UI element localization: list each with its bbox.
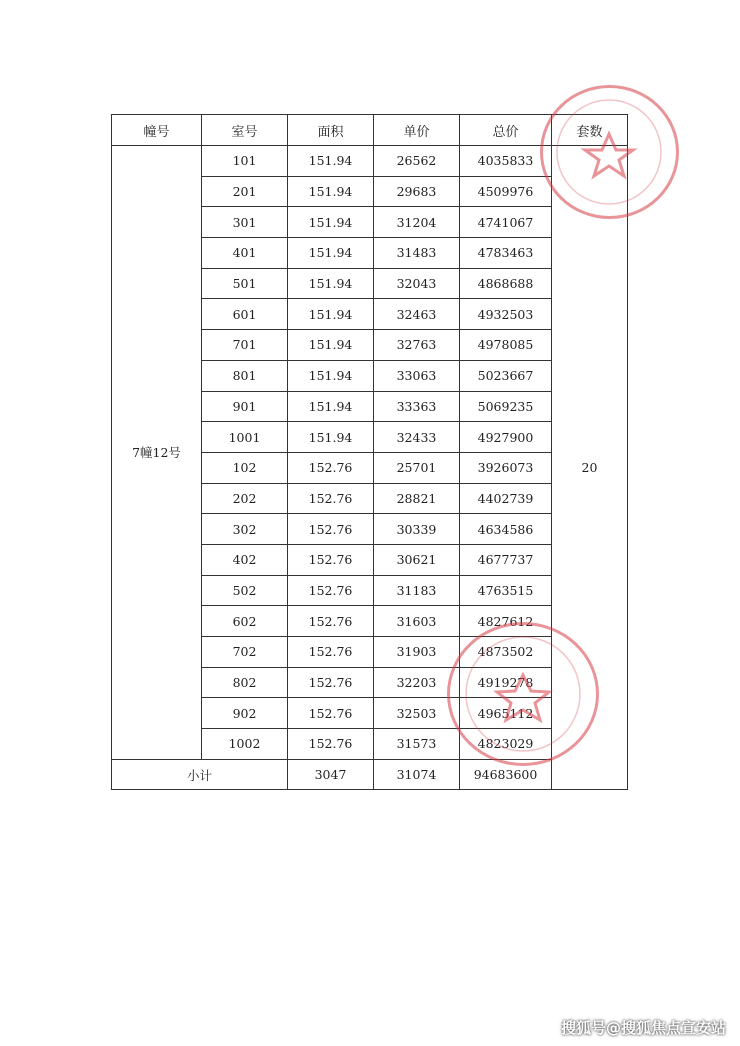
area-cell: 151.94 (288, 391, 374, 422)
unit-price-cell: 31903 (374, 637, 460, 668)
subtotal-total: 94683600 (460, 759, 552, 790)
total-price-cell: 4035833 (460, 146, 552, 177)
room-cell: 102 (202, 452, 288, 483)
area-cell: 152.76 (288, 452, 374, 483)
unit-price-cell: 32503 (374, 698, 460, 729)
total-price-cell: 4868688 (460, 268, 552, 299)
unit-price-cell: 31183 (374, 575, 460, 606)
unit-price-cell: 33363 (374, 391, 460, 422)
unit-price-cell: 31603 (374, 606, 460, 637)
unit-price-cell: 32203 (374, 667, 460, 698)
unit-price-cell: 30339 (374, 514, 460, 545)
room-cell: 1001 (202, 422, 288, 453)
total-price-cell: 4509976 (460, 176, 552, 207)
unit-price-cell: 32463 (374, 299, 460, 330)
area-cell: 152.76 (288, 606, 374, 637)
unit-price-cell: 26562 (374, 146, 460, 177)
total-price-cell: 4741067 (460, 207, 552, 238)
watermark: 搜狐号@搜狐焦点宣安站 (560, 1019, 726, 1037)
area-cell: 152.76 (288, 544, 374, 575)
area-cell: 152.76 (288, 637, 374, 668)
room-cell: 601 (202, 299, 288, 330)
header-row (112, 115, 628, 146)
total-price-cell: 5069235 (460, 391, 552, 422)
total-price-cell: 3926073 (460, 452, 552, 483)
area-cell: 151.94 (288, 299, 374, 330)
total-price-cell: 4823029 (460, 729, 552, 760)
area-cell: 152.76 (288, 667, 374, 698)
unit-price-cell: 31204 (374, 207, 460, 238)
total-price-cell: 4873502 (460, 637, 552, 668)
area-cell: 151.94 (288, 146, 374, 177)
area-cell: 151.94 (288, 238, 374, 269)
header-count: 套数 (552, 115, 628, 146)
unit-price-cell: 32763 (374, 330, 460, 361)
unit-price-cell: 32043 (374, 268, 460, 299)
room-cell: 302 (202, 514, 288, 545)
room-cell: 802 (202, 667, 288, 698)
building-cell: 7幢12号 (112, 146, 202, 760)
area-cell: 152.76 (288, 698, 374, 729)
header-unit-price: 单价 (374, 115, 460, 146)
table-row (112, 146, 628, 177)
room-cell: 402 (202, 544, 288, 575)
subtotal-unit-price: 31074 (374, 759, 460, 790)
room-cell: 401 (202, 238, 288, 269)
area-cell: 152.76 (288, 729, 374, 760)
total-price-cell: 4927900 (460, 422, 552, 453)
area-cell: 151.94 (288, 422, 374, 453)
unit-price-cell: 30621 (374, 544, 460, 575)
room-cell: 901 (202, 391, 288, 422)
unit-price-cell: 32433 (374, 422, 460, 453)
area-cell: 151.94 (288, 330, 374, 361)
total-price-cell: 4965112 (460, 698, 552, 729)
room-cell: 602 (202, 606, 288, 637)
room-cell: 501 (202, 268, 288, 299)
room-cell: 202 (202, 483, 288, 514)
header-area: 面积 (288, 115, 374, 146)
table-body (112, 146, 628, 790)
unit-price-cell: 31483 (374, 238, 460, 269)
total-price-cell: 4932503 (460, 299, 552, 330)
header-room: 室号 (202, 115, 288, 146)
unit-price-cell: 28821 (374, 483, 460, 514)
room-cell: 201 (202, 176, 288, 207)
total-price-cell: 4402739 (460, 483, 552, 514)
total-price-cell: 4919278 (460, 667, 552, 698)
total-price-cell: 4978085 (460, 330, 552, 361)
area-cell: 151.94 (288, 176, 374, 207)
header-total-price: 总价 (460, 115, 552, 146)
area-cell: 152.76 (288, 514, 374, 545)
area-cell: 151.94 (288, 360, 374, 391)
area-cell: 152.76 (288, 575, 374, 606)
room-cell: 502 (202, 575, 288, 606)
total-price-cell: 4763515 (460, 575, 552, 606)
room-cell: 1002 (202, 729, 288, 760)
unit-price-cell: 33063 (374, 360, 460, 391)
unit-price-cell: 29683 (374, 176, 460, 207)
total-price-cell: 4677737 (460, 544, 552, 575)
unit-price-cell: 31573 (374, 729, 460, 760)
price-table (111, 114, 628, 790)
total-price-cell: 5023667 (460, 360, 552, 391)
area-cell: 151.94 (288, 268, 374, 299)
subtotal-row (112, 759, 628, 790)
total-price-cell: 4783463 (460, 238, 552, 269)
room-cell: 701 (202, 330, 288, 361)
room-cell: 801 (202, 360, 288, 391)
area-cell: 152.76 (288, 483, 374, 514)
header-building: 幢号 (112, 115, 202, 146)
subtotal-label: 小计 (112, 759, 288, 790)
unit-price-cell: 25701 (374, 452, 460, 483)
room-cell: 902 (202, 698, 288, 729)
total-price-cell: 4827612 (460, 606, 552, 637)
total-price-cell: 4634586 (460, 514, 552, 545)
room-cell: 702 (202, 637, 288, 668)
subtotal-area: 3047 (288, 759, 374, 790)
room-cell: 301 (202, 207, 288, 238)
area-cell: 151.94 (288, 207, 374, 238)
count-cell: 20 (552, 146, 628, 790)
room-cell: 101 (202, 146, 288, 177)
